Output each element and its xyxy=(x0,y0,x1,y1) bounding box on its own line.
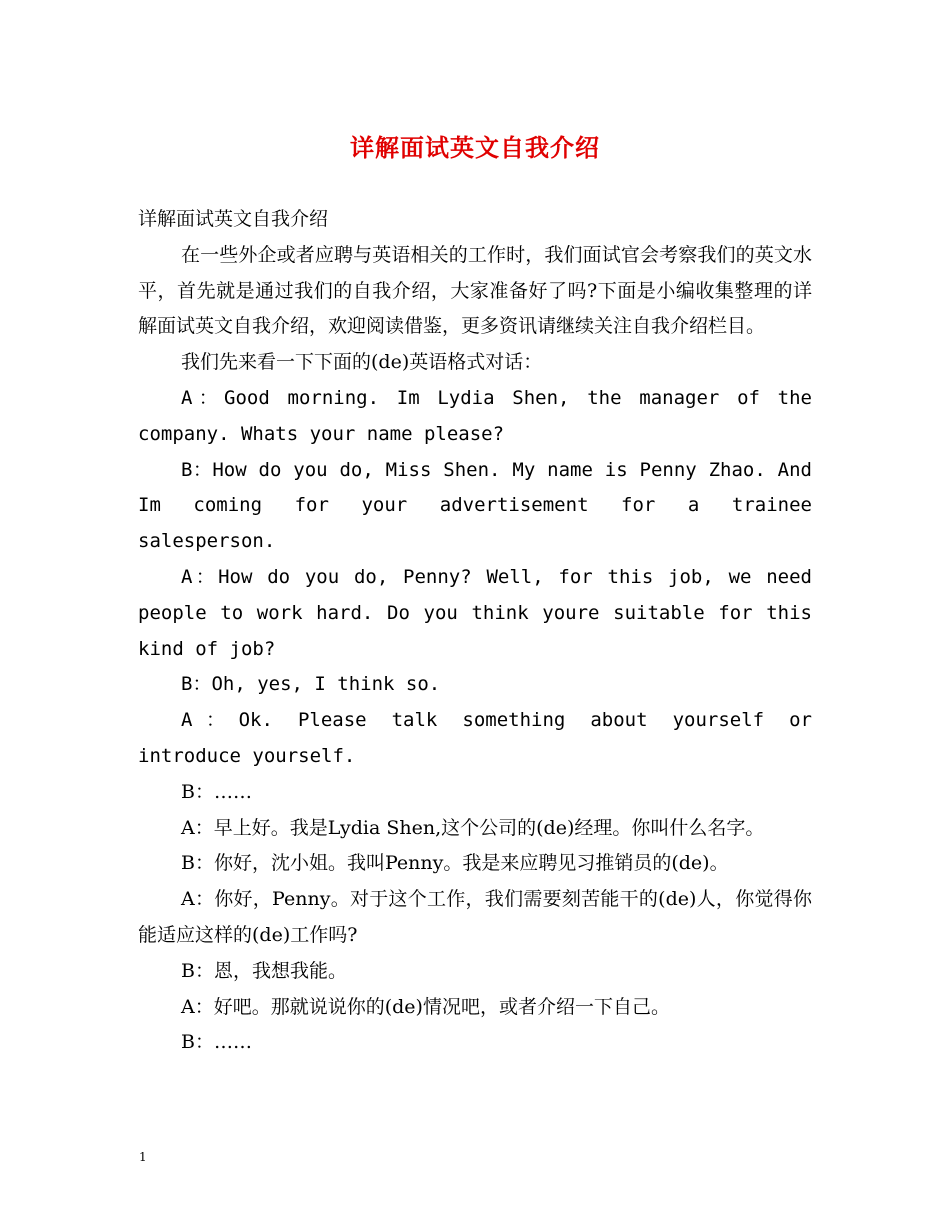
dialogue-line-zh: B：恩，我想我能。 xyxy=(181,959,347,982)
dialogue-line-zh: A：早上好。我是Lydia Shen,这个公司的(de)经理。你叫什么名字。 xyxy=(181,816,765,839)
dialogue-line-en: B：How do you do, Miss Shen. My name is Penny Zhao. And Im coming for your advertisement for a trainee salesperson. xyxy=(138,458,812,553)
dialogue-line-zh: A：好吧。那就说说你的(de)情况吧，或者介绍一下自己。 xyxy=(181,995,670,1018)
intro-paragraph: 在一些外企或者应聘与英语相关的工作时，我们面试官会考察我们的英文水平，首先就是通过我们的自我介绍，大家准备好了吗?下面是小编收集整理的详解面试英文自我介绍，欢迎阅读借鉴，更多资讯请继续关注自我介绍栏目。 xyxy=(138,243,812,338)
dialogue-line-zh: B：你好，沈小姐。我叫Penny。我是来应聘见习推销员的(de)。 xyxy=(181,852,729,875)
page-title: 详解面试英文自我介绍 xyxy=(350,133,600,162)
dialogue-line-en: A：Ok. Please talk something about yourself or introduce yourself. xyxy=(138,709,812,767)
document-body xyxy=(138,202,812,1061)
page-number: 1 xyxy=(139,1150,147,1164)
section-heading: 详解面试英文自我介绍 xyxy=(138,208,329,230)
dialogue-line-en: A：How do you do, Penny? Well, for this job, we need people to work hard. Do you think youre suitable for this kind of job? xyxy=(138,565,812,660)
dialogue-line-en: B：Oh, yes, I think so. xyxy=(181,673,441,696)
dialogue-line-zh: A：你好，Penny。对于这个工作，我们需要刻苦能干的(de)人，你觉得你能适应这样的(de)工作吗? xyxy=(138,888,812,946)
dialogue-lead-in: 我们先来看一下下面的(de)英语格式对话： xyxy=(181,351,543,374)
dialogue-line-zh: B：…… xyxy=(181,1031,252,1054)
dialogue-line-en: A：Good morning. Im Lydia Shen, the manager of the company. Whats your name please? xyxy=(138,386,812,445)
dialogue-line-en: B：…… xyxy=(181,780,252,803)
